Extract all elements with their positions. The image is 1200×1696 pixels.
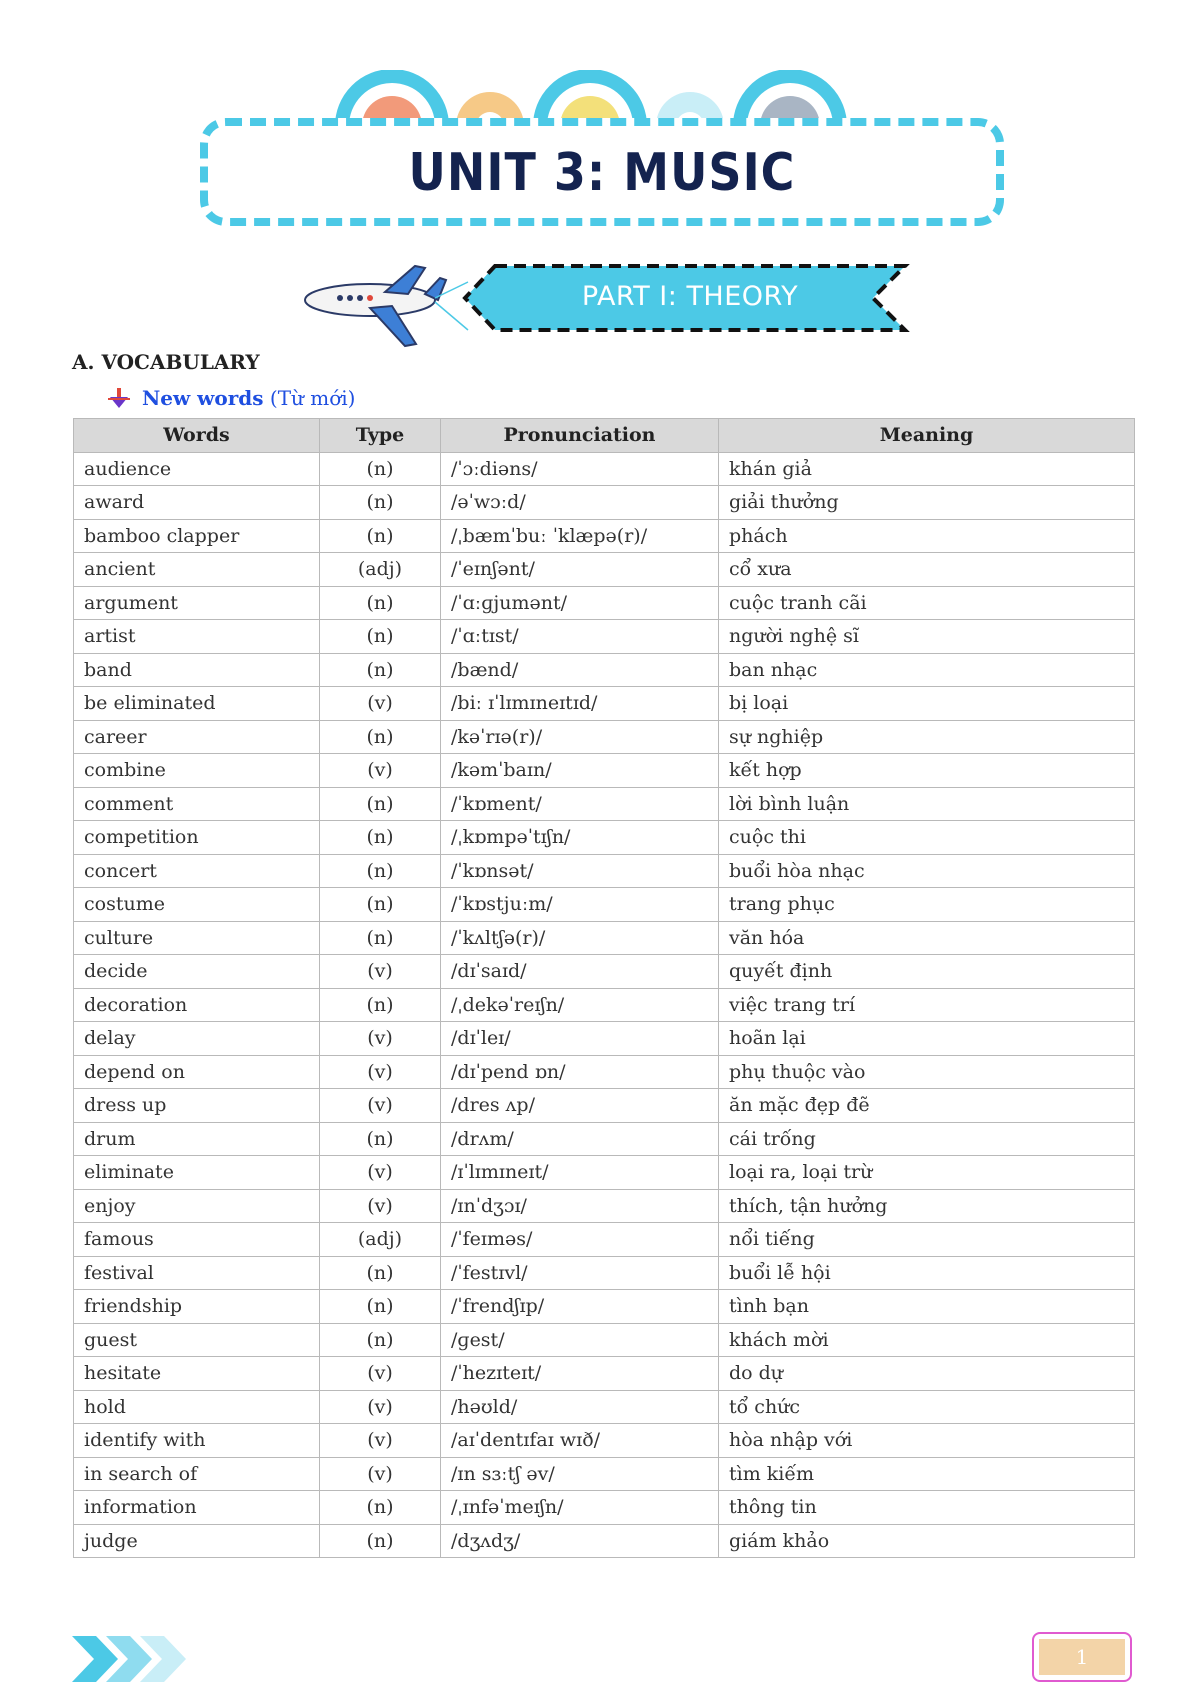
cell-pronunciation: /biː ɪˈlɪmɪneɪtɪd/ (441, 687, 719, 721)
table-row (74, 620, 1135, 654)
cell-meaning: cổ xưa (719, 553, 1135, 587)
cell-type: (n) (320, 1323, 441, 1357)
cell-word: decide (74, 955, 320, 989)
cell-word: career (74, 720, 320, 754)
cell-meaning: sự nghiệp (719, 720, 1135, 754)
cell-pronunciation: /ˈɔːdiəns/ (441, 452, 719, 486)
cell-meaning: giám khảo (719, 1524, 1135, 1558)
cell-meaning: cái trống (719, 1122, 1135, 1156)
cell-word: eliminate (74, 1156, 320, 1190)
table-row (74, 787, 1135, 821)
cell-type: (n) (320, 452, 441, 486)
cell-pronunciation: /ˈkɒment/ (441, 787, 719, 821)
cell-type: (n) (320, 1122, 441, 1156)
cell-word: be eliminated (74, 687, 320, 721)
cell-meaning: phách (719, 519, 1135, 553)
cell-pronunciation: /ˈfeɪməs/ (441, 1223, 719, 1257)
cell-pronunciation: /ˈfrendʃɪp/ (441, 1290, 719, 1324)
cell-word: comment (74, 787, 320, 821)
cell-type: (n) (320, 720, 441, 754)
cell-pronunciation: /ˈkɒnsət/ (441, 854, 719, 888)
cell-pronunciation: /ɪˈlɪmɪneɪt/ (441, 1156, 719, 1190)
cell-pronunciation: /dɪˈsaɪd/ (441, 955, 719, 989)
cell-pronunciation: /ˈɑːɡjumənt/ (441, 586, 719, 620)
cell-type: (v) (320, 1424, 441, 1458)
table-row (74, 1357, 1135, 1391)
cell-meaning: giải thưởng (719, 486, 1135, 520)
table-row (74, 519, 1135, 553)
cell-type: (v) (320, 1189, 441, 1223)
table-row (74, 821, 1135, 855)
cell-type: (n) (320, 1491, 441, 1525)
cell-pronunciation: /ˈhezɪteɪt/ (441, 1357, 719, 1391)
table-row (74, 988, 1135, 1022)
table-row (74, 553, 1135, 587)
cell-word: culture (74, 921, 320, 955)
cell-type: (v) (320, 1055, 441, 1089)
cell-meaning: thích, tận hưởng (719, 1189, 1135, 1223)
cell-pronunciation: /ɪnˈdʒɔɪ/ (441, 1189, 719, 1223)
table-row (74, 1323, 1135, 1357)
cell-word: competition (74, 821, 320, 855)
cell-word: delay (74, 1022, 320, 1056)
cell-type: (v) (320, 1022, 441, 1056)
table-row (74, 1290, 1135, 1324)
cell-word: guest (74, 1323, 320, 1357)
cell-type: (n) (320, 854, 441, 888)
table-row (74, 1022, 1135, 1056)
airplane-icon (300, 262, 470, 352)
cell-type: (n) (320, 653, 441, 687)
cell-word: festival (74, 1256, 320, 1290)
cell-type: (n) (320, 486, 441, 520)
cell-type: (n) (320, 988, 441, 1022)
cell-meaning: do dự (719, 1357, 1135, 1391)
cell-type: (n) (320, 821, 441, 855)
cell-pronunciation: /ˌbæmˈbuː ˈklæpə(r)/ (441, 519, 719, 553)
table-row (74, 921, 1135, 955)
cell-meaning: người nghệ sĩ (719, 620, 1135, 654)
cell-word: drum (74, 1122, 320, 1156)
arrow-down-icon (108, 387, 130, 409)
table-row (74, 1189, 1135, 1223)
table-row (74, 452, 1135, 486)
table-row (74, 1390, 1135, 1424)
cell-pronunciation: /ˌkɒmpəˈtɪʃn/ (441, 821, 719, 855)
cell-word: hold (74, 1390, 320, 1424)
cell-meaning: ban nhạc (719, 653, 1135, 687)
table-row (74, 1122, 1135, 1156)
page-title: UNIT 3: MUSIC (408, 141, 796, 203)
cell-word: concert (74, 854, 320, 888)
section-heading: A. VOCABULARY (72, 350, 260, 374)
cell-pronunciation: /aɪˈdentɪfaɪ wɪð/ (441, 1424, 719, 1458)
page-number: 1 (1039, 1639, 1125, 1675)
cell-word: information (74, 1491, 320, 1525)
cell-type: (n) (320, 787, 441, 821)
cell-pronunciation: /kəˈrɪə(r)/ (441, 720, 719, 754)
part-banner-label: PART I: THEORY (581, 280, 799, 312)
table-row (74, 720, 1135, 754)
cell-pronunciation: /dɪˈpend ɒn/ (441, 1055, 719, 1089)
table-row (74, 1156, 1135, 1190)
cell-word: combine (74, 754, 320, 788)
cell-type: (adj) (320, 553, 441, 587)
cell-type: (n) (320, 586, 441, 620)
cell-word: friendship (74, 1290, 320, 1324)
cell-word: enjoy (74, 1189, 320, 1223)
cell-meaning: nổi tiếng (719, 1223, 1135, 1257)
cell-word: audience (74, 452, 320, 486)
column-header-type: Type (320, 419, 441, 453)
cell-meaning: hoãn lại (719, 1022, 1135, 1056)
column-header-words: Words (74, 419, 320, 453)
subheading-normal: (Từ mới) (269, 386, 356, 410)
table-row (74, 1256, 1135, 1290)
cell-meaning: kết hợp (719, 754, 1135, 788)
cell-word: bamboo clapper (74, 519, 320, 553)
cell-type: (v) (320, 955, 441, 989)
cell-meaning: tổ chức (719, 1390, 1135, 1424)
cell-type: (n) (320, 921, 441, 955)
cell-word: judge (74, 1524, 320, 1558)
cell-meaning: buổi hòa nhạc (719, 854, 1135, 888)
cell-pronunciation: /həʊld/ (441, 1390, 719, 1424)
cell-type: (v) (320, 1457, 441, 1491)
cell-word: award (74, 486, 320, 520)
table-row (74, 1089, 1135, 1123)
chevron-right-icon (72, 1636, 192, 1682)
cell-meaning: thông tin (719, 1491, 1135, 1525)
cell-meaning: tình bạn (719, 1290, 1135, 1324)
cell-word: depend on (74, 1055, 320, 1089)
cell-meaning: cuộc tranh cãi (719, 586, 1135, 620)
table-body (74, 452, 1135, 1558)
vocabulary-table (73, 418, 1135, 1558)
table-row (74, 1457, 1135, 1491)
cell-pronunciation: /dɪˈleɪ/ (441, 1022, 719, 1056)
cell-type: (adj) (320, 1223, 441, 1257)
table-row (74, 586, 1135, 620)
cell-meaning: trang phục (719, 888, 1135, 922)
column-header-meaning: Meaning (719, 419, 1135, 453)
cell-meaning: phụ thuộc vào (719, 1055, 1135, 1089)
cell-pronunciation: /ˌdekəˈreɪʃn/ (441, 988, 719, 1022)
cell-word: argument (74, 586, 320, 620)
cell-meaning: bị loại (719, 687, 1135, 721)
table-row (74, 1055, 1135, 1089)
cell-word: costume (74, 888, 320, 922)
cell-word: artist (74, 620, 320, 654)
cell-word: identify with (74, 1424, 320, 1458)
cell-pronunciation: /ˈɑːtɪst/ (441, 620, 719, 654)
cell-meaning: hòa nhập với (719, 1424, 1135, 1458)
column-header-pronunciation: Pronunciation (441, 419, 719, 453)
cell-type: (v) (320, 1156, 441, 1190)
table-row (74, 955, 1135, 989)
cell-meaning: lời bình luận (719, 787, 1135, 821)
table-row (74, 486, 1135, 520)
cell-pronunciation: /ˈkʌltʃə(r)/ (441, 921, 719, 955)
table-row (74, 1491, 1135, 1525)
table-row (74, 1424, 1135, 1458)
cell-pronunciation: /ˈeɪnʃənt/ (441, 553, 719, 587)
table-header-row (74, 419, 1135, 453)
cell-word: decoration (74, 988, 320, 1022)
cell-word: in search of (74, 1457, 320, 1491)
table-row (74, 687, 1135, 721)
cell-word: dress up (74, 1089, 320, 1123)
cell-type: (n) (320, 1256, 441, 1290)
cell-word: ancient (74, 553, 320, 587)
table-row (74, 653, 1135, 687)
cell-type: (v) (320, 1390, 441, 1424)
cell-meaning: việc trang trí (719, 988, 1135, 1022)
cell-pronunciation: /dres ʌp/ (441, 1089, 719, 1123)
cell-word: band (74, 653, 320, 687)
cell-meaning: cuộc thi (719, 821, 1135, 855)
cell-pronunciation: /drʌm/ (441, 1122, 719, 1156)
cell-meaning: văn hóa (719, 921, 1135, 955)
table-row (74, 754, 1135, 788)
subheading-bold: New words (142, 386, 264, 410)
cell-pronunciation: /bænd/ (441, 653, 719, 687)
cell-pronunciation: /ˈkɒstjuːm/ (441, 888, 719, 922)
table-row (74, 888, 1135, 922)
subheading (108, 386, 355, 410)
cell-pronunciation: /dʒʌdʒ/ (441, 1524, 719, 1558)
cell-pronunciation: /əˈwɔːd/ (441, 486, 719, 520)
cell-meaning: loại ra, loại trừ (719, 1156, 1135, 1190)
cell-meaning: khách mời (719, 1323, 1135, 1357)
cell-pronunciation: /ɪn sɜːtʃ əv/ (441, 1457, 719, 1491)
cell-type: (v) (320, 754, 441, 788)
cell-word: hesitate (74, 1357, 320, 1391)
cell-type: (v) (320, 687, 441, 721)
cell-meaning: khán giả (719, 452, 1135, 486)
cell-type: (n) (320, 1524, 441, 1558)
table-row (74, 1524, 1135, 1558)
cell-meaning: quyết định (719, 955, 1135, 989)
cell-pronunciation: /kəmˈbaɪn/ (441, 754, 719, 788)
cell-meaning: ăn mặc đẹp đẽ (719, 1089, 1135, 1123)
cell-meaning: buổi lễ hội (719, 1256, 1135, 1290)
cell-pronunciation: /ˌɪnfəˈmeɪʃn/ (441, 1491, 719, 1525)
table-row (74, 1223, 1135, 1257)
cell-type: (n) (320, 888, 441, 922)
cell-type: (n) (320, 1290, 441, 1324)
cell-type: (n) (320, 519, 441, 553)
cell-type: (n) (320, 620, 441, 654)
cell-type: (v) (320, 1089, 441, 1123)
cell-meaning: tìm kiếm (719, 1457, 1135, 1491)
cell-word: famous (74, 1223, 320, 1257)
cell-pronunciation: /ɡest/ (441, 1323, 719, 1357)
cell-type: (v) (320, 1357, 441, 1391)
table-row (74, 854, 1135, 888)
cell-pronunciation: /ˈfestɪvl/ (441, 1256, 719, 1290)
